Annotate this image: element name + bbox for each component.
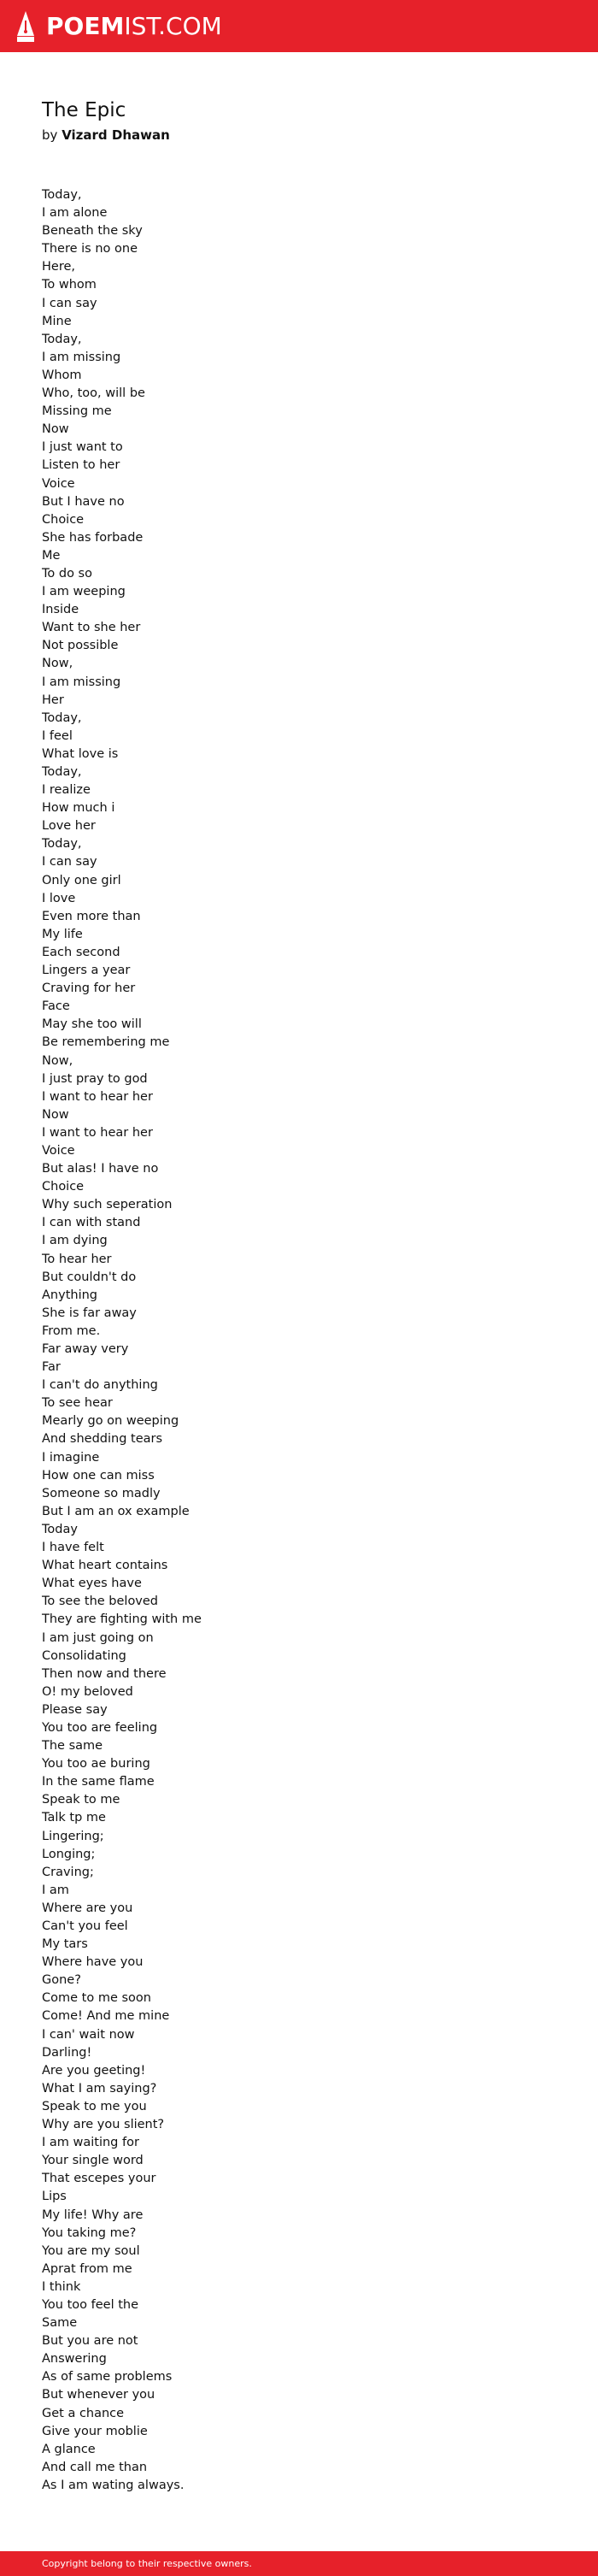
poem-line: Today, [42,765,82,779]
poem-line: They are fighting with me [42,1612,202,1627]
poem-line: How one can miss [42,1468,155,1483]
poem-line: Who, too, will be [42,386,145,401]
poem-line: Longing; [42,1847,96,1861]
poem-line: Lingers a year [42,964,131,978]
poem-line: Face [42,999,70,1014]
poem-line: I am dying [42,1234,108,1248]
poem-line: Same [42,2316,78,2331]
poem-line: To see the beloved [42,1595,159,1609]
poem-line: O! my beloved [42,1684,133,1699]
poem-line: You too ae buring [42,1757,150,1771]
poem-line: Whom [42,368,82,382]
poem-line: Only one girl [42,873,121,887]
poem-line: I can' wait now [42,2027,135,2042]
poem-line: I want to hear her [42,1089,153,1104]
poem-line: Then now and there [42,1666,167,1681]
poem-line: Me [42,548,61,563]
poem-line: But whenever you [42,2388,155,2402]
poem-line: Are you geeting! [42,2063,146,2078]
poem-line: Anything [42,1288,97,1302]
poem-line: You too feel the [42,2297,139,2312]
poem-line: Her [42,693,64,707]
poem-line: Can't you feel [42,1919,128,1933]
poem-line: Someone so madly [42,1486,161,1500]
logo-text-bold: POEM [46,12,125,40]
poem-line: Speak to me [42,1793,120,1807]
poem-line: Your single word [42,2154,144,2168]
poem-line: I am alone [42,206,108,221]
poem-line: Answering [42,2352,107,2367]
poem-line: Why are you slient? [42,2118,165,2132]
poem-line: And shedding tears [42,1432,163,1447]
poem-line: I feel [42,728,73,743]
poem-line: Come to me soon [42,1991,151,2006]
poem-line: Why such seperation [42,1198,173,1212]
poem-line: Mine [42,314,72,328]
poem-line: I am [42,1883,69,1897]
poem-line: I want to hear her [42,1125,153,1140]
poem-line: Come! And me mine [42,2009,170,2024]
poem-line: May she too will [42,1017,142,1032]
poem-line: Now [42,422,69,437]
poem-line: From me. [42,1323,101,1338]
poem-line: Where have you [42,1955,144,1970]
poem-line: Please say [42,1702,108,1717]
poem-line: I can say [42,296,97,310]
poem-line: I think [42,2279,81,2294]
poem-line: Speak to me you [42,2099,147,2113]
poem-line: The same [42,1739,103,1754]
poem-line: You are my soul [42,2243,140,2258]
poem-line: Far away very [42,1342,129,1356]
poem-line: Give your moblie [42,2424,148,2438]
poem-line: How much i [42,801,115,816]
poem-line: Beneath the sky [42,224,143,239]
poem-line: Listen to her [42,458,120,473]
poem-line: To see hear [42,1396,113,1411]
poem-line: I can't do anything [42,1378,158,1393]
poem-line: Voice [42,476,75,491]
pen-nib-icon [15,10,36,43]
poem-line: I just pray to god [42,1071,148,1086]
poem-line: Now, [42,657,73,671]
poem-body [42,186,202,2495]
logo-wordmark [46,10,222,43]
poem-line: I have felt [42,1541,104,1555]
poem-line: Inside [42,603,79,617]
poem-line: Choice [42,1180,85,1194]
poem-line: Here, [42,260,75,274]
poem-title: The Epic [42,99,126,121]
poem-line: That escepes your [42,2172,156,2186]
poem-line: Get a chance [42,2406,125,2420]
poem-line: As of same problems [42,2370,173,2384]
poem-line: Far [42,1360,61,1375]
poem-line: Love her [42,819,96,834]
poem-line: To hear her [42,1252,112,1266]
poem-line: Today [42,1522,78,1536]
site-footer [0,2551,598,2576]
poem-line: Where are you [42,1901,133,1915]
poem-line: What I am saying? [42,2081,157,2096]
poem-line: Voice [42,1143,75,1158]
poem-line: Today, [42,188,82,202]
poem-line: She is far away [42,1306,137,1320]
poem-line: I can say [42,855,97,869]
poem-line: As I am wating always. [42,2478,185,2492]
poem-line: But couldn't do [42,1270,137,1284]
poem-line: You taking me? [42,2225,137,2240]
poem-line: Now, [42,1053,73,1068]
poem-line: Mearly go on weeping [42,1414,179,1429]
poem-byline [42,127,170,144]
poem-line: I am weeping [42,585,126,599]
poem-line: But I am an ox example [42,1504,190,1518]
copyright-text: Copyright belong to their respective owners. [42,2558,252,2569]
poem-line: Today, [42,332,82,346]
poem-line: Today, [42,710,82,725]
poem-line: Be remembering me [42,1035,170,1050]
poem-line: She has forbade [42,530,144,545]
poem-line: But alas! I have no [42,1162,159,1176]
poem-line: A glance [42,2442,96,2456]
poem-line: What eyes have [42,1577,142,1591]
poem-line: My tars [42,1937,88,1952]
poem-line: Even more than [42,909,141,923]
poem-line: And call me than [42,2460,148,2474]
poem-line: Each second [42,945,120,959]
poem-line: Talk tp me [42,1811,106,1825]
poem-line: I imagine [42,1450,100,1465]
poem-line: Not possible [42,639,119,653]
poem-line: I am waiting for [42,2136,139,2150]
poem-line: What love is [42,746,119,761]
site-header [0,0,598,52]
poem-line: Now [42,1107,69,1122]
poem-line: I am missing [42,675,121,689]
poem-line: Today, [42,837,82,852]
poem-author[interactable]: Vizard Dhawan [62,127,170,143]
poem-line: Gone? [42,1973,81,1988]
poem-line: Want to she her [42,621,141,635]
poem-line: Lingering; [42,1829,104,1843]
poem-line: I am just going on [42,1630,154,1645]
poem-line: But you are not [42,2334,138,2349]
poem-line: I can with stand [42,1216,141,1230]
poem-line: Missing me [42,404,112,419]
poem-line: There is no one [42,242,138,256]
poem-line: Choice [42,512,85,527]
poem-line: Craving for her [42,981,136,996]
poem-line: To whom [42,278,97,292]
poem-line: But I have no [42,494,125,509]
poem-line: My life! Why are [42,2208,144,2222]
poem-line: I love [42,891,76,905]
poem-line: I realize [42,783,91,798]
logo-text-light: IST.COM [124,12,222,40]
poem-line: Craving; [42,1865,94,1879]
poem-line: You too are feeling [42,1720,158,1735]
poem-line: In the same flame [42,1775,155,1789]
poem-line: Darling! [42,2045,92,2060]
poem-line: Lips [42,2190,67,2204]
poem-line: What heart contains [42,1559,168,1573]
poem-line: Aprat from me [42,2261,132,2276]
poem-line: To do so [42,566,92,581]
site-logo[interactable] [15,10,222,43]
poem-line: My life [42,927,83,941]
poem-line: I am missing [42,350,121,364]
poem-line: Consolidating [42,1648,126,1663]
poem-line: I just want to [42,440,123,455]
by-label: by [42,127,58,143]
